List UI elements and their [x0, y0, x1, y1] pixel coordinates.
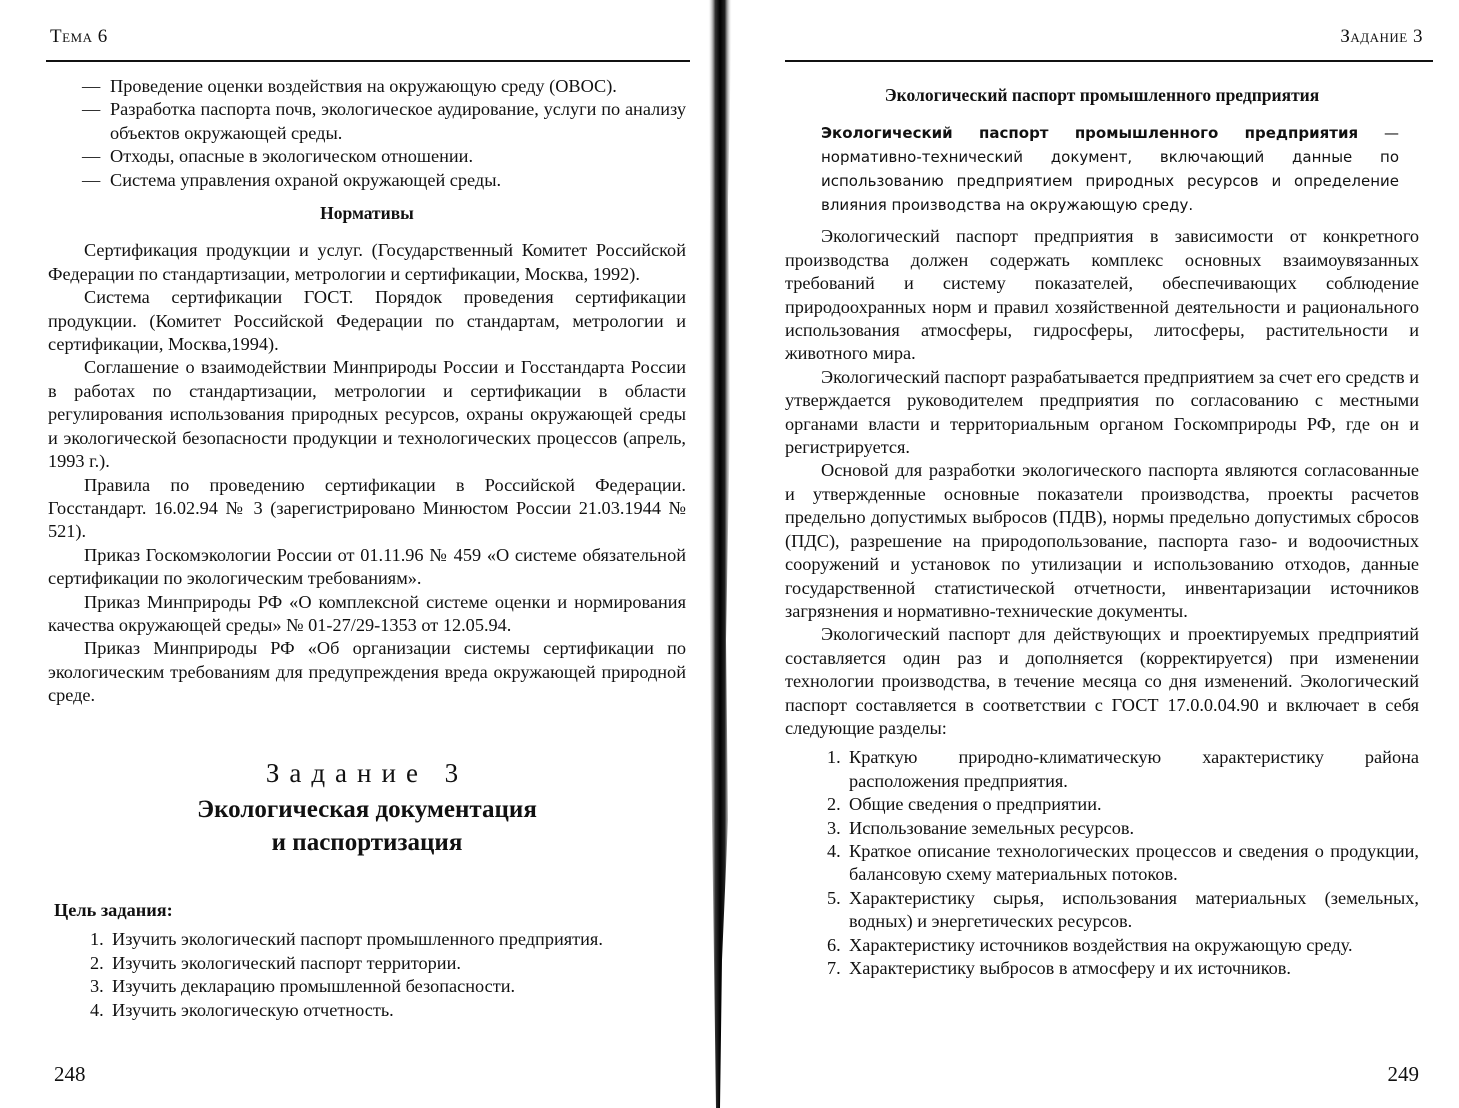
task-title-line: Экологическая документация — [197, 795, 537, 823]
body-paragraph: Основой для разработки экологического паспорта являются согласованные и утвержденные основные показатели производства, проекты расчетов предельно допустимых выбросов (ПДВ), нормы предельно допустимых сбросов (ПДС), разрешение на природопользование, паспорта газо- и водоочистных сооружений и установок по утилизации и использованию отходов, данные государственной статистической отчетности, инвентаризации источников загрязнения и нормативно-технические документы. — [785, 460, 1419, 621]
book-spine — [698, 0, 744, 1108]
task-title-line: и паспортизация — [271, 828, 463, 856]
item-number: 1. — [90, 929, 104, 950]
normative-paragraph: Приказ Минприроды РФ «О комплексной системе оценки и нормирования качества окружающей среды» № 01-27/29-1353 от 12.05.94. — [48, 591, 686, 635]
list-item — [90, 975, 686, 998]
sections-list — [785, 746, 1419, 980]
list-item: — Система управления охраной окружающей среды. — [82, 169, 686, 192]
goal-heading: Цель задания: — [54, 899, 173, 920]
header-rule-left — [46, 60, 690, 62]
goal-list — [48, 928, 686, 1022]
list-item — [827, 957, 1419, 980]
item-number: 6. — [827, 934, 841, 955]
right-page-content — [785, 80, 1419, 980]
normative-paragraph: Правила по проведению сертификации в Российской Федерации. Госстандарт. 16.02.94 № 3 (зарегистрировано Минюстом России 21.03.1944 № 521). — [48, 474, 686, 542]
item-number: 5. — [827, 887, 841, 908]
list-item — [827, 817, 1419, 840]
page-number-right: 249 — [1387, 1062, 1419, 1086]
list-item: — Разработка паспорта почв, экологическое аудирование, услуги по анализу объектов окружающей среды. — [82, 98, 686, 145]
normative-paragraph: Приказ Госкомэкологии России от 01.11.96 № 459 «О системе обязательной сертификации по экологическим требованиям». — [48, 544, 686, 589]
item-number: 4. — [827, 840, 841, 861]
item-text: Характеристику источников воздействия на окружающую среду. — [849, 934, 1353, 955]
list-item — [827, 840, 1419, 887]
task-number: Задание 3 — [265, 757, 469, 788]
definition-text: — нормативно-технический документ, включающий данные по использованию предприятием природных ресурсов и определение влияния производства на окружающую среду. — [821, 124, 1399, 215]
item-text: Характеристику сырья, использования материальных (земельных, водных) и энергетических ресурсов. — [849, 887, 1419, 932]
item-text: Изучить экологический паспорт территории. — [112, 952, 461, 973]
item-number: 3. — [827, 817, 841, 838]
list-item — [827, 746, 1419, 793]
body-paragraph: Экологический паспорт предприятия в зависимости от конкретного производства должен содержать комплекс основных взаимоувязанных требований и систему показателей, обеспечивающих соблюдение природоохранных норм и правил хозяйственной деятельности и рационального использования атмосферы, гидросферы, литосферы, растительности и животного мира. — [785, 226, 1419, 364]
page-number-left: 248 — [54, 1062, 86, 1086]
list-item — [90, 952, 686, 975]
normative-paragraph: Система сертификации ГОСТ. Порядок проведения сертификации продукции. (Комитет Российской Федерации по стандартам, метрологии и сертификации, Москва,1994). — [48, 287, 686, 355]
item-number: 7. — [827, 958, 841, 978]
running-head-right: Задание 3 — [1340, 26, 1423, 47]
bullet-list — [48, 75, 686, 192]
item-text: Краткую природно-климатическую характеристику района расположения предприятия. — [849, 747, 1419, 791]
normative-paragraph: Соглашение о взаимодействии Минприроды России и Госстандарта России в работах по стандартизации, метрологии и сертификации в области регулирования использования природных ресурсов, охраны окружающей среды и экологической безопасности продукции и технологических процессов (апрель, 1993 г.). — [48, 357, 686, 472]
list-item: — Проведение оценки воздействия на окружающую среду (ОВОС). — [82, 75, 686, 98]
item-text: Изучить экологическую отчетность. — [112, 999, 394, 1020]
running-head-left: Тема 6 — [50, 26, 108, 47]
normative-paragraph: Приказ Минприроды РФ «Об организации системы сертификации по экологическим требованиям для предупреждения вреда окружающей природной среде. — [48, 638, 686, 706]
definition-box — [821, 121, 1399, 217]
item-number: 3. — [90, 976, 104, 997]
definition-term: Экологический паспорт промышленного предприятия — [821, 124, 1359, 143]
task-title — [48, 793, 686, 859]
item-text: Изучить декларацию промышленной безопасности. — [112, 976, 516, 997]
list-item — [90, 999, 686, 1022]
item-text: Общие сведения о предприятии. — [849, 794, 1102, 815]
item-text: Изучить экологический паспорт промышленного предприятия. — [112, 929, 603, 950]
right-page — [745, 0, 1459, 1108]
list-item — [827, 793, 1419, 816]
list-item — [827, 934, 1419, 957]
list-item — [827, 887, 1419, 934]
list-item: — Отходы, опасные в экологическом отношении. — [82, 145, 686, 168]
left-page — [0, 0, 720, 1108]
item-text: Характеристику выбросов в атмосферу и их источников. — [849, 958, 1291, 978]
body-paragraph: Экологический паспорт для действующих и проектируемых предприятий составляется один раз и дополняется (корректируется) при изменении технологии производства, в течение месяца со дня изменений. Экологический паспорт составляется в соответствии с ГОСТ 17.0.0.04.90 и включает в себя следующие разделы: — [785, 624, 1419, 738]
item-number: 4. — [90, 999, 104, 1020]
left-page-content — [48, 75, 686, 1022]
section-heading: Экологический паспорт промышленного предприятия — [884, 85, 1320, 105]
normative-paragraph: Сертификация продукции и услуг. (Государственный Комитет Российской Федерации по стандартизации, метрологии и сертификации, Москва, 1992). — [48, 240, 686, 284]
item-number: 2. — [90, 952, 104, 973]
list-item — [90, 928, 686, 951]
body-paragraph: Экологический паспорт разрабатывается предприятием за счет его средств и утверждается руководителем предприятия по согласованию с местными органами власти и территориальным органом Госкомприроды РФ, где он и регистрируется. — [785, 366, 1419, 458]
normatives-heading: Нормативы — [320, 203, 414, 224]
item-text: Использование земельных ресурсов. — [849, 817, 1135, 838]
item-number: 2. — [827, 794, 841, 815]
item-text: Краткое описание технологических процессов и сведения о продукции, балансовую схему материальных потоков. — [849, 840, 1419, 885]
header-rule-right — [785, 60, 1433, 62]
item-number: 1. — [827, 747, 841, 768]
